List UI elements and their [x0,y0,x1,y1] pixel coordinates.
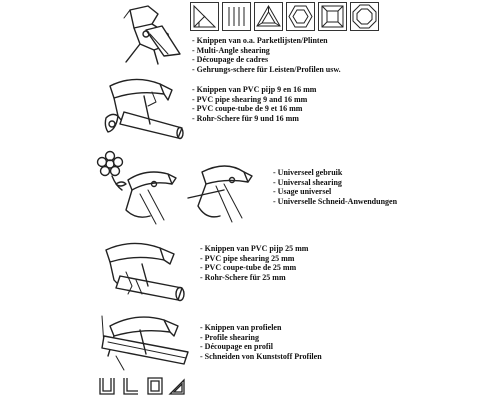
caption-pvc-9-16 [192,85,316,123]
caption-line: - PVC pipe shearing 25 mm [200,254,308,264]
l-profile-icon [124,378,138,394]
triangle-angle-icon [190,2,219,31]
caption-line: - Découpage en profil [200,342,322,352]
profile-shears-illustration [100,306,192,372]
scissors-mitre-illustration [118,4,186,66]
caption-line: - Usage universel [273,187,397,197]
universal-shears-illustration [92,150,272,228]
caption-line: - PVC pipe shearing 9 and 16 mm [192,95,316,105]
caption-parquet [192,36,341,74]
triangle-frame-icon [254,2,283,31]
caption-line: - Schneiden von Kunststoff Profilen [200,352,322,362]
pipe-shears-9-16-illustration [104,72,186,142]
caption-line: - Gehrungs-schere für Leisten/Profilen usw. [192,65,341,75]
caption-universal [273,168,397,206]
caption-line: - Rohr-Schere für 9 und 16 mm [192,114,316,124]
caption-line: - PVC coupe-tube de 25 mm [200,263,308,273]
vertical-lines-icon [222,2,251,31]
angle-shapes-strip [190,2,382,34]
caption-line: - Rohr-Schere für 25 mm [200,273,308,283]
caption-line: - PVC coupe-tube de 9 et 16 mm [192,104,316,114]
u-profile-icon [100,378,114,394]
hexagon-frame-icon [286,2,315,31]
caption-line: - Knippen van PVC pijp 9 en 16 mm [192,85,316,95]
caption-line: - Profile shearing [200,333,322,343]
caption-line: - Universeel gebruik [273,168,397,178]
caption-line: - Universal shearing [273,178,397,188]
triangle-profile-icon [170,380,184,394]
pipe-shears-25-illustration [98,236,194,302]
caption-profile [200,323,322,361]
square-profile-icon [148,378,162,394]
caption-line: - Knippen van o.a. Parketlijsten/Plinten [192,36,341,46]
square-frame-icon [318,2,347,31]
caption-line: - Knippen van PVC pijp 25 mm [200,244,308,254]
profile-shapes-row [98,376,188,396]
caption-line: - Découpage de cadres [192,55,341,65]
caption-line: - Universelle Schneid-Anwendungen [273,197,397,207]
caption-line: - Multi-Angle shearing [192,46,341,56]
octagon-frame-icon [350,2,379,31]
caption-line: - Knippen van profielen [200,323,322,333]
caption-pvc-25 [200,244,308,282]
